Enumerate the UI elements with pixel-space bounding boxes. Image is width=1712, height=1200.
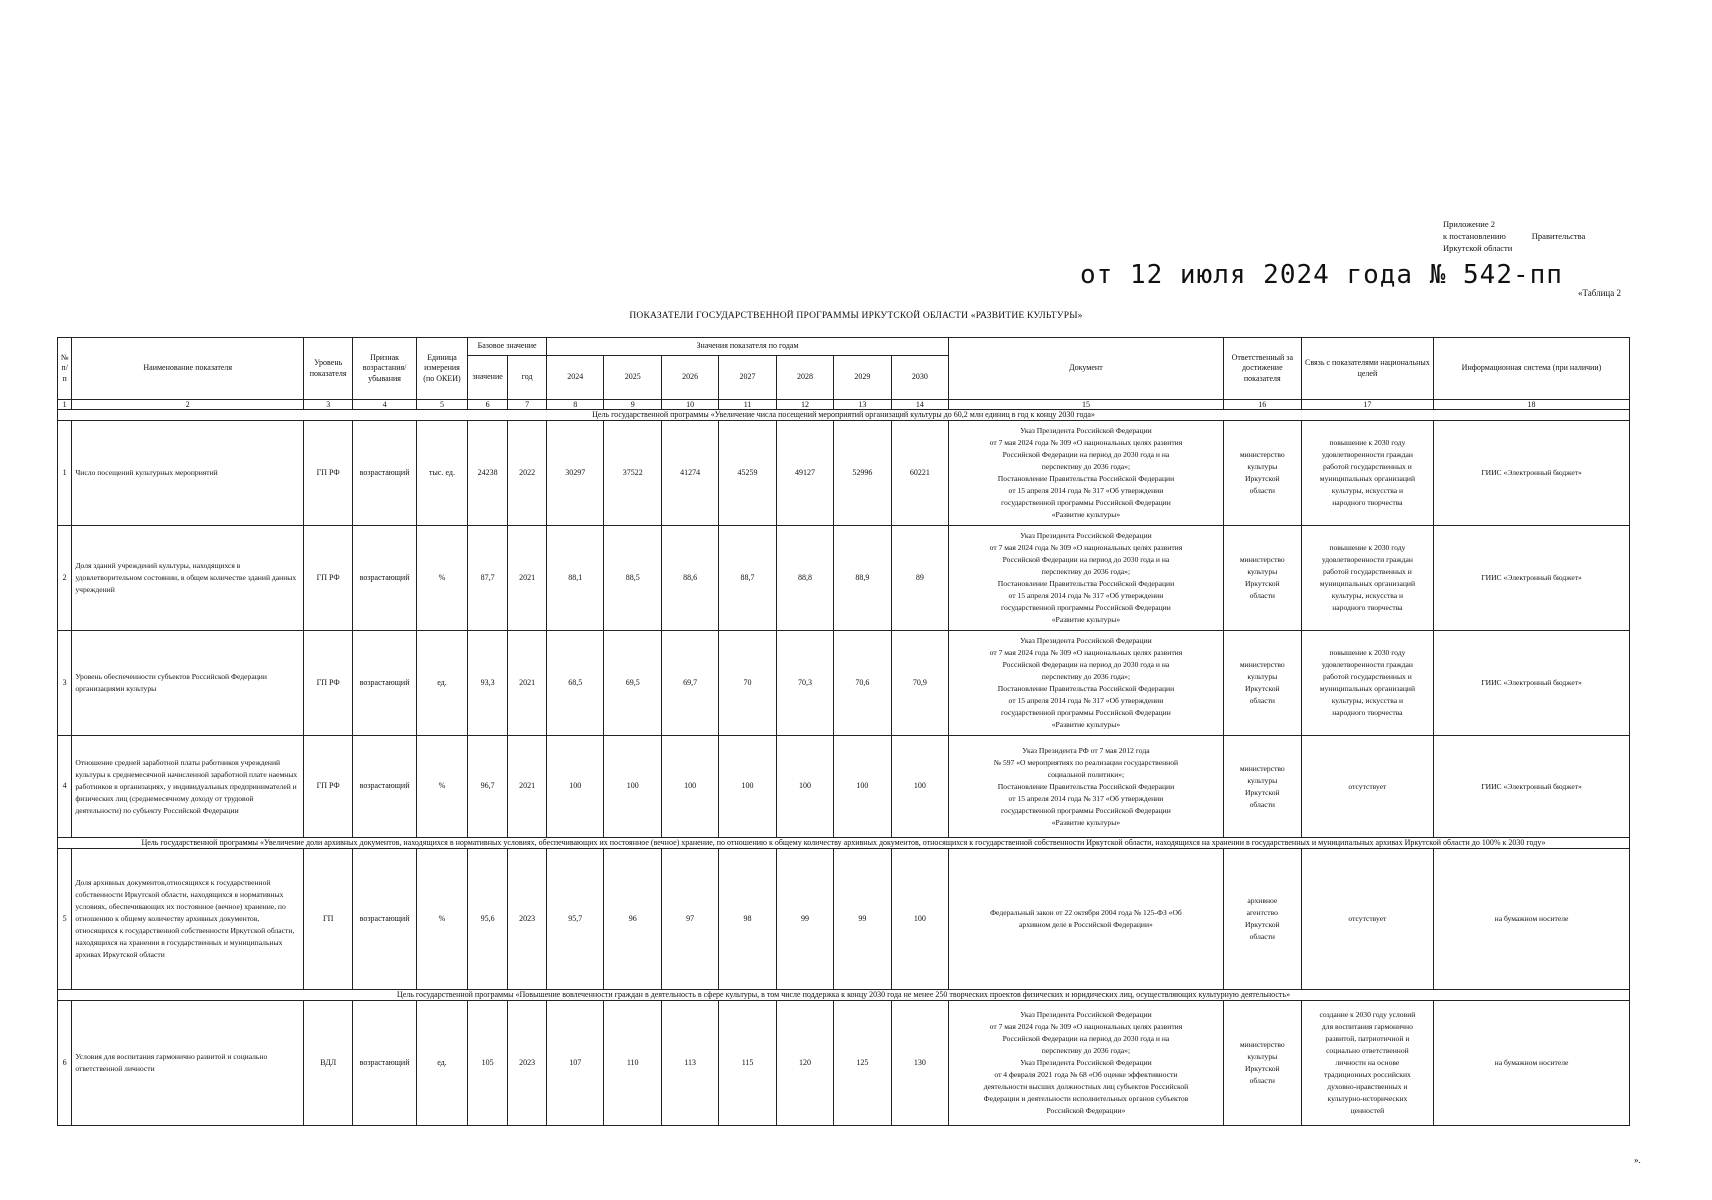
indicator-unit: ед. <box>416 1001 467 1126</box>
year-value: 88,1 <box>547 526 604 631</box>
year-value: 100 <box>661 736 718 838</box>
year-value: 100 <box>719 736 776 838</box>
responsible-line: Иркутской <box>1245 474 1280 483</box>
goal-text: Цель государственной программы «Увеличение числа посещений мероприятий организаций культуры до 60,2 млн единиц в год к концу 2030 года» <box>58 410 1630 421</box>
indicator-name: Доля зданий учреждений культуры, находящихся в удовлетворительном состоянии, в общем количестве зданий данных учреждений <box>72 526 304 631</box>
column-number: 10 <box>661 400 718 410</box>
header-link: Связь с показателями национальных целей <box>1301 338 1433 400</box>
header-base-value: значение <box>468 356 508 400</box>
responsible-line: области <box>1249 932 1275 941</box>
base-value: 95,6 <box>468 849 508 990</box>
document-ref-line: государственной программы Российской Федерации <box>1001 708 1171 717</box>
indicator-sign: возрастающий <box>353 526 417 631</box>
responsible-line: Иркутской <box>1245 920 1280 929</box>
header-num: № п/п <box>58 338 72 400</box>
indicator-name: Уровень обеспеченности субъектов Российской Федерации организациями культуры <box>72 631 304 736</box>
document-ref <box>949 1001 1224 1126</box>
column-number: 5 <box>416 400 467 410</box>
national-goal-link-line: развитой, патриотичной и <box>1325 1034 1410 1043</box>
column-number: 7 <box>508 400 547 410</box>
goal-row <box>58 410 1630 421</box>
column-number: 18 <box>1434 400 1630 410</box>
appendix-line-2a: к постановлению <box>1443 231 1506 241</box>
responsible-line: области <box>1249 591 1275 600</box>
year-value: 88,6 <box>661 526 718 631</box>
year-value: 100 <box>776 736 833 838</box>
national-goal-link-line: ценностей <box>1350 1106 1385 1115</box>
header-level: Уровень показателя <box>304 338 353 400</box>
appendix-line-2b: Правительства <box>1531 231 1586 241</box>
national-goal-link-line: муниципальных организаций <box>1319 579 1416 588</box>
document-ref-line: «Развитие культуры» <box>1051 510 1121 519</box>
row-number: 6 <box>58 1001 72 1126</box>
national-goal-link <box>1301 1001 1433 1126</box>
document-ref-line: от 7 мая 2024 года № 309 «О национальных целях развития <box>989 438 1183 447</box>
year-value: 69,5 <box>604 631 661 736</box>
national-goal-link-line: повышение к 2030 году <box>1329 438 1406 447</box>
responsible-line: министерство <box>1239 555 1285 564</box>
responsible-line: культуры <box>1247 672 1278 681</box>
responsible-line: области <box>1249 696 1275 705</box>
document-ref-line: Указ Президента Российской Федерации <box>1020 531 1152 540</box>
document-ref-line: Указ Президента Российской Федерации <box>1020 426 1152 435</box>
responsible-line: культуры <box>1247 1052 1278 1061</box>
year-value: 70,6 <box>834 631 891 736</box>
row-number: 1 <box>58 421 72 526</box>
column-number: 2 <box>72 400 304 410</box>
indicator-unit: % <box>416 736 467 838</box>
year-value: 100 <box>834 736 891 838</box>
national-goal-link-line: культурно-исторических <box>1327 1094 1408 1103</box>
table-row <box>58 526 1630 631</box>
info-system: ГИИС «Электронный бюджет» <box>1434 631 1630 736</box>
indicator-level: ГП РФ <box>304 421 353 526</box>
responsible <box>1223 849 1301 990</box>
document-ref <box>949 736 1224 838</box>
indicator-unit: ед. <box>416 631 467 736</box>
column-numbers-row <box>58 400 1630 410</box>
document-ref-line: Российской Федерации на период до 2030 года и на <box>1002 450 1170 459</box>
responsible-line: Иркутской <box>1245 579 1280 588</box>
document-ref <box>949 526 1224 631</box>
column-number: 13 <box>834 400 891 410</box>
year-value: 96 <box>604 849 661 990</box>
document-ref-line: Российской Федерации на период до 2030 года и на <box>1002 555 1170 564</box>
appendix-line-1: Приложение 2 <box>1443 219 1495 229</box>
national-goal-link-line: отсутствует <box>1348 914 1387 923</box>
responsible-line: министерство <box>1239 1040 1285 1049</box>
indicator-level: ГП РФ <box>304 631 353 736</box>
info-system: на бумажном носителе <box>1434 849 1630 990</box>
national-goal-link-line: работой государственных и <box>1322 672 1412 681</box>
document-ref <box>949 631 1224 736</box>
national-goal-link-line: удовлетворенности граждан <box>1321 660 1413 669</box>
table-row <box>58 736 1630 838</box>
year-value: 37522 <box>604 421 661 526</box>
base-year: 2023 <box>508 1001 547 1126</box>
national-goal-link-line: создание к 2030 году условий <box>1319 1010 1416 1019</box>
indicator-sign: возрастающий <box>353 421 417 526</box>
header-year: 2028 <box>776 356 833 400</box>
appendix-line-3: Иркутской области <box>1443 243 1513 253</box>
header-year: 2027 <box>719 356 776 400</box>
table-row <box>58 1001 1630 1126</box>
document-ref-line: государственной программы Российской Федерации <box>1001 498 1171 507</box>
document-ref-line: от 15 апреля 2014 года № 317 «Об утверждении <box>1008 793 1164 803</box>
year-value: 125 <box>834 1001 891 1126</box>
indicator-unit: % <box>416 849 467 990</box>
document-ref <box>949 849 1224 990</box>
responsible-line: культуры <box>1247 567 1278 576</box>
document-title: ПОКАЗАТЕЛИ ГОСУДАРСТВЕННОЙ ПРОГРАММЫ ИРКУТСКОЙ ОБЛАСТИ «РАЗВИТИЕ КУЛЬТУРЫ» <box>629 311 1083 321</box>
responsible <box>1223 1001 1301 1126</box>
indicator-level: ВДЛ <box>304 1001 353 1126</box>
year-value: 97 <box>661 849 718 990</box>
year-value: 120 <box>776 1001 833 1126</box>
header-row-1 <box>58 338 1630 356</box>
table-note: «Таблица 2 <box>1578 288 1621 298</box>
document-ref-line: перспективу до 2036 года»; <box>1041 567 1131 576</box>
indicator-unit: тыс. ед. <box>416 421 467 526</box>
row-number: 2 <box>58 526 72 631</box>
year-value: 88,5 <box>604 526 661 631</box>
header-doc: Документ <box>949 338 1224 400</box>
indicator-sign: возрастающий <box>353 849 417 990</box>
responsible <box>1223 631 1301 736</box>
appendix-line-2 <box>1443 230 1673 242</box>
year-value: 107 <box>547 1001 604 1126</box>
responsible-line: области <box>1249 486 1275 495</box>
national-goal-link-line: удовлетворенности граждан <box>1321 450 1413 459</box>
header-year: 2029 <box>834 356 891 400</box>
row-number: 5 <box>58 849 72 990</box>
document-ref-line: Указ Президента РФ от 7 мая 2012 года <box>1022 745 1150 755</box>
header-year: 2030 <box>891 356 948 400</box>
document-ref-line: «Развитие культуры» <box>1051 615 1121 624</box>
national-goal-link-line: муниципальных организаций <box>1319 684 1416 693</box>
base-year: 2023 <box>508 849 547 990</box>
info-system: ГИИС «Электронный бюджет» <box>1434 736 1630 838</box>
document-ref-line: перспективу до 2036 года»; <box>1041 672 1131 681</box>
responsible-line: Иркутской <box>1245 684 1280 693</box>
year-value: 45259 <box>719 421 776 526</box>
document-ref-line: Российской Федерации на период до 2030 года и на <box>1002 1034 1170 1043</box>
year-value: 98 <box>719 849 776 990</box>
header-name: Наименование показателя <box>72 338 304 400</box>
year-value: 100 <box>891 849 948 990</box>
year-value: 130 <box>891 1001 948 1126</box>
column-number: 4 <box>353 400 417 410</box>
header-base-year: год <box>508 356 547 400</box>
appendix-block <box>1443 218 1673 254</box>
year-value: 49127 <box>776 421 833 526</box>
column-number: 6 <box>468 400 508 410</box>
column-number: 14 <box>891 400 948 410</box>
year-value: 30297 <box>547 421 604 526</box>
header-years-group: Значения показателя по годам <box>547 338 949 356</box>
responsible-line: министерство <box>1239 763 1285 773</box>
header-responsible: Ответственный за достижение показателя <box>1223 338 1301 400</box>
info-system: на бумажном носителе <box>1434 1001 1630 1126</box>
document-ref-line: от 15 апреля 2014 года № 317 «Об утверждении <box>1008 591 1164 600</box>
document-ref-line: перспективу до 2036 года»; <box>1041 1046 1131 1055</box>
year-value: 115 <box>719 1001 776 1126</box>
document-ref-line: от 15 апреля 2014 года № 317 «Об утверждении <box>1008 486 1164 495</box>
document-ref-line: Постановление Правительства Российской Федерации <box>997 474 1175 483</box>
year-value: 70,9 <box>891 631 948 736</box>
document-ref-line: «Развитие культуры» <box>1051 720 1121 729</box>
national-goal-link <box>1301 421 1433 526</box>
column-number: 15 <box>949 400 1224 410</box>
national-goal-link-line: удовлетворенности граждан <box>1321 555 1413 564</box>
national-goal-link-line: духовно-нравственных и <box>1327 1082 1408 1091</box>
table-row <box>58 849 1630 990</box>
year-value: 88,9 <box>834 526 891 631</box>
year-value: 60221 <box>891 421 948 526</box>
document-ref-line: государственной программы Российской Федерации <box>1001 603 1171 612</box>
document-ref-line: архивном деле в Российской Федерации» <box>1019 920 1153 929</box>
column-number: 1 <box>58 400 72 410</box>
national-goal-link-line: работой государственных и <box>1322 567 1412 576</box>
document-ref <box>949 421 1224 526</box>
national-goal-link-line: культуры, искусства и <box>1331 486 1404 495</box>
header-sign: Признак возрастания/ убывания <box>353 338 417 400</box>
document-ref-line: от 7 мая 2024 года № 309 «О национальных целях развития <box>989 648 1183 657</box>
indicator-name: Доля архивных документов,относящихся к государственной собственности Иркутской области, находящихся в нормативных условиях, обеспечивающих их постоянное (вечное) хранение, по отношению к общему количеству архивных документов, относящихся к государственной собственности Иркутской области, находящихся на хранении в государственных и муниципальных архивах Иркутской области <box>72 849 304 990</box>
row-number: 4 <box>58 736 72 838</box>
column-number: 9 <box>604 400 661 410</box>
document-ref-line: Указ Президента Российской Федерации <box>1020 636 1152 645</box>
row-number: 3 <box>58 631 72 736</box>
base-year: 2021 <box>508 736 547 838</box>
document-ref-line: Постановление Правительства Российской Федерации <box>997 684 1175 693</box>
year-value: 41274 <box>661 421 718 526</box>
responsible-line: архивное <box>1247 896 1278 905</box>
document-ref-line: «Развитие культуры» <box>1051 817 1121 827</box>
national-goal-link-line: народного творчества <box>1332 498 1403 507</box>
year-value: 113 <box>661 1001 718 1126</box>
indicator-name: Число посещений культурных мероприятий <box>72 421 304 526</box>
document-ref-line: от 7 мая 2024 года № 309 «О национальных целях развития <box>989 1022 1183 1031</box>
national-goal-link-line: культуры, искусства и <box>1331 591 1404 600</box>
table-row <box>58 631 1630 736</box>
document-ref-line: Российской Федерации на период до 2030 года и на <box>1002 660 1170 669</box>
responsible-line: области <box>1249 1076 1275 1085</box>
header-base: Базовое значение <box>468 338 547 356</box>
end-mark: ». <box>1634 1155 1641 1165</box>
column-number: 8 <box>547 400 604 410</box>
responsible-line: министерство <box>1239 660 1285 669</box>
national-goal-link-line: для воспитания гармонично <box>1321 1022 1413 1031</box>
national-goal-link-line: традиционных российских <box>1323 1070 1411 1079</box>
document-ref-line: деятельности высших должностных лиц субъектов Российской <box>983 1082 1189 1091</box>
info-system: ГИИС «Электронный бюджет» <box>1434 526 1630 631</box>
responsible <box>1223 421 1301 526</box>
national-goal-link <box>1301 526 1433 631</box>
year-value: 99 <box>776 849 833 990</box>
document-ref-line: Федерации и деятельности исполнительных органов субъектов <box>983 1094 1189 1103</box>
document-ref-line: от 15 апреля 2014 года № 317 «Об утверждении <box>1008 696 1164 705</box>
responsible-line: агентство <box>1246 908 1278 917</box>
national-goal-link-line: культуры, искусства и <box>1331 696 1404 705</box>
responsible-line: Иркутской <box>1245 1064 1280 1073</box>
indicator-name: Отношение средней заработной платы работников учреждений культуры к среднемесячной начисленной заработной плате наемных работников в организациях, у индивидуальных предпринимателей и физических лиц (среднемесячному доходу от трудовой деятельности) по субъекту Российской Федерации <box>72 736 304 838</box>
document-ref-line: от 4 февраля 2021 года № 68 «Об оценке эффективности <box>994 1070 1178 1079</box>
year-value: 69,7 <box>661 631 718 736</box>
indicator-sign: возрастающий <box>353 736 417 838</box>
document-ref-line: государственной программы Российской Федерации <box>1001 805 1171 815</box>
goal-text: Цель государственной программы «Увеличение доли архивных документов, находящихся в нормативных условиях, обеспечивающих их постоянное (вечное) хранение, по отношению к общему количеству архивных документов, относящихся к государственной собственности Иркутской области, находящихся на хранении в государственных и муниципальных архивах Иркутской области до 100% к 2030 году» <box>58 838 1630 849</box>
document-ref-line: Российской Федерации» <box>1046 1106 1126 1115</box>
year-value: 100 <box>604 736 661 838</box>
base-year: 2022 <box>508 421 547 526</box>
year-value: 88,8 <box>776 526 833 631</box>
indicators-table <box>57 337 1630 1126</box>
column-number: 16 <box>1223 400 1301 410</box>
base-year: 2021 <box>508 631 547 736</box>
goal-text: Цель государственной программы «Повышение вовлеченности граждан в деятельность в сфере культуры, в том числе поддержка к концу 2030 года не менее 250 творческих проектов физических и юридических лиц, осуществляющих культурную деятельность» <box>58 990 1630 1001</box>
national-goal-link-line: повышение к 2030 году <box>1329 648 1406 657</box>
decree-stamp: от 12 июля 2024 года № 542-пп <box>1080 260 1563 290</box>
base-year: 2021 <box>508 526 547 631</box>
info-system: ГИИС «Электронный бюджет» <box>1434 421 1630 526</box>
indicator-level: ГП <box>304 849 353 990</box>
year-value: 95,7 <box>547 849 604 990</box>
document-ref-line: Федеральный закон от 22 октября 2004 года № 125-ФЗ «Об <box>990 908 1182 917</box>
national-goal-link-line: отсутствует <box>1348 781 1387 791</box>
responsible <box>1223 736 1301 838</box>
base-value: 96,7 <box>468 736 508 838</box>
column-number: 3 <box>304 400 353 410</box>
document-ref-line: от 7 мая 2024 года № 309 «О национальных целях развития <box>989 543 1183 552</box>
year-value: 110 <box>604 1001 661 1126</box>
document-ref-line: Указ Президента Российской Федерации <box>1020 1010 1152 1019</box>
national-goal-link-line: народного творчества <box>1332 708 1403 717</box>
base-value: 105 <box>468 1001 508 1126</box>
header-year: 2026 <box>661 356 718 400</box>
national-goal-link-line: муниципальных организаций <box>1319 474 1416 483</box>
header-year: 2024 <box>547 356 604 400</box>
year-value: 70 <box>719 631 776 736</box>
year-value: 89 <box>891 526 948 631</box>
document-ref-line: Постановление Правительства Российской Федерации <box>997 579 1175 588</box>
year-value: 99 <box>834 849 891 990</box>
base-value: 93,3 <box>468 631 508 736</box>
document-ref-line: социальной политики»; <box>1047 769 1125 779</box>
national-goal-link-line: работой государственных и <box>1322 462 1412 471</box>
goal-row <box>58 990 1630 1001</box>
national-goal-link-line: народного творчества <box>1332 603 1403 612</box>
responsible-line: культуры <box>1247 462 1278 471</box>
table-row <box>58 421 1630 526</box>
national-goal-link-line: повышение к 2030 году <box>1329 543 1406 552</box>
column-number: 17 <box>1301 400 1433 410</box>
year-value: 70,3 <box>776 631 833 736</box>
national-goal-link-line: личности на основе <box>1335 1058 1400 1067</box>
year-value: 52996 <box>834 421 891 526</box>
year-value: 100 <box>891 736 948 838</box>
document-ref-line: Постановление Правительства Российской Федерации <box>997 781 1175 791</box>
column-number: 12 <box>776 400 833 410</box>
national-goal-link <box>1301 849 1433 990</box>
indicator-level: ГП РФ <box>304 526 353 631</box>
indicators-table-body <box>58 338 1630 1126</box>
header-info: Информационная система (при наличии) <box>1434 338 1630 400</box>
header-unit: Единица измерения (по ОКЕИ) <box>416 338 467 400</box>
indicator-sign: возрастающий <box>353 1001 417 1126</box>
year-value: 88,7 <box>719 526 776 631</box>
indicator-unit: % <box>416 526 467 631</box>
indicator-level: ГП РФ <box>304 736 353 838</box>
indicator-sign: возрастающий <box>353 631 417 736</box>
indicators-table-wrap <box>57 337 1630 1126</box>
base-value: 24238 <box>468 421 508 526</box>
year-value: 100 <box>547 736 604 838</box>
document-ref-line: № 597 «О мероприятиях по реализации государственной <box>993 757 1179 767</box>
base-value: 87,7 <box>468 526 508 631</box>
indicator-name: Условия для воспитания гармонично развитой и социально ответственной личности <box>72 1001 304 1126</box>
responsible-line: культуры <box>1247 775 1278 785</box>
responsible-line: области <box>1249 799 1275 809</box>
responsible <box>1223 526 1301 631</box>
national-goal-link-line: социально ответственной <box>1326 1046 1409 1055</box>
responsible-line: министерство <box>1239 450 1285 459</box>
responsible-line: Иркутской <box>1245 787 1280 797</box>
national-goal-link <box>1301 736 1433 838</box>
goal-row <box>58 838 1630 849</box>
document-ref-line: Указ Президента Российской Федерации <box>1020 1058 1152 1067</box>
header-year: 2025 <box>604 356 661 400</box>
document-ref-line: перспективу до 2036 года»; <box>1041 462 1131 471</box>
national-goal-link <box>1301 631 1433 736</box>
column-number: 11 <box>719 400 776 410</box>
year-value: 68,5 <box>547 631 604 736</box>
